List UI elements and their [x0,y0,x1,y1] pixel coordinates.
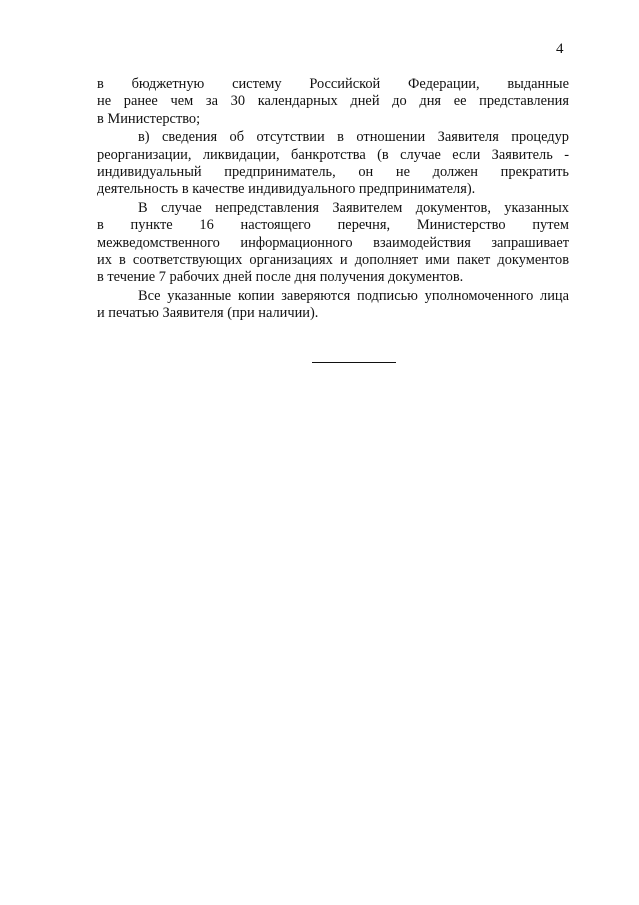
text-line: В случае непредставления Заявителем документов, указанных [138,199,569,216]
end-divider-line [312,362,396,363]
text-line: не ранее чем за 30 календарных дней до дня ее представления [97,93,569,110]
text-line: в Министерство; [97,110,201,127]
text-line: индивидуальный предприниматель, он не должен прекратить [97,163,569,180]
text-line: межведомственного информационного взаимодействия запрашивает [97,234,569,251]
text-line: в пункте 16 настоящего перечня, Министерство путем [97,217,569,234]
text-line: в бюджетную систему Российской Федерации, выданные [97,76,569,92]
page-number: 4 [556,41,564,57]
text-line: их в соответствующих организациях и дополняет ими пакет документов [97,251,569,268]
text-line: деятельность в качестве индивидуального предпринимателя). [97,181,476,198]
text-line: в) сведения об отсутствии в отношении Заявителя процедур [138,129,569,146]
text-line: и печатью Заявителя (при наличии). [97,305,319,322]
text-line: Все указанные копии заверяются подписью уполномоченного лица [138,287,569,304]
text-line: реорганизации, ликвидации, банкротства (в случае если Заявитель - [97,146,569,163]
text-line: в течение 7 рабочих дней после дня получения документов. [97,269,464,286]
body-text [97,76,569,322]
